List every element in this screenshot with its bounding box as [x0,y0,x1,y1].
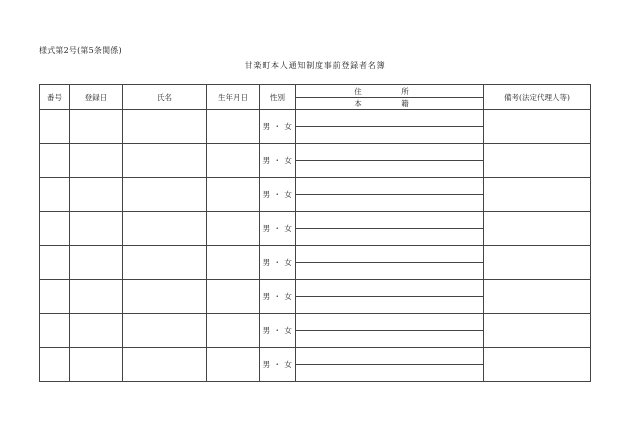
table-row [40,144,591,178]
registration-date-cell[interactable] [70,280,123,314]
table-header-row [40,85,591,110]
sex-cell[interactable]: 男 ・ 女 [260,246,296,280]
header-name: 氏名 [123,85,207,110]
number-cell[interactable] [40,212,70,246]
sex-cell[interactable]: 男 ・ 女 [260,110,296,144]
address-line[interactable] [296,246,483,263]
address-cell[interactable] [296,144,484,178]
name-cell[interactable] [123,144,207,178]
name-cell[interactable] [123,110,207,144]
header-birthdate: 生年月日 [207,85,260,110]
address-line[interactable] [296,212,483,229]
remarks-cell[interactable] [484,246,591,280]
name-cell[interactable] [123,348,207,382]
sex-cell[interactable]: 男 ・ 女 [260,348,296,382]
domicile-line[interactable] [296,195,483,211]
remarks-cell[interactable] [484,110,591,144]
header-sex: 性別 [260,85,296,110]
remarks-cell[interactable] [484,144,591,178]
address-cell[interactable] [296,246,484,280]
address-cell[interactable] [296,110,484,144]
address-cell[interactable] [296,178,484,212]
header-remarks: 備考(法定代理人等) [484,85,591,110]
document-title: 甘楽町本人通知制度事前登録者名簿 [244,61,386,70]
sex-cell[interactable]: 男 ・ 女 [260,314,296,348]
table-row [40,246,591,280]
number-cell[interactable] [40,144,70,178]
address-line[interactable] [296,348,483,365]
table-row [40,280,591,314]
domicile-line[interactable] [296,263,483,279]
domicile-line[interactable] [296,229,483,245]
registration-date-cell[interactable] [70,178,123,212]
sex-cell[interactable]: 男 ・ 女 [260,280,296,314]
sex-cell[interactable]: 男 ・ 女 [260,212,296,246]
registration-date-cell[interactable] [70,314,123,348]
birthdate-cell[interactable] [207,280,260,314]
birthdate-cell[interactable] [207,314,260,348]
registry-table [39,84,591,382]
name-cell[interactable] [123,314,207,348]
number-cell[interactable] [40,178,70,212]
remarks-cell[interactable] [484,178,591,212]
address-line[interactable] [296,144,483,161]
name-cell[interactable] [123,212,207,246]
header-address: 住 所 [296,86,483,98]
birthdate-cell[interactable] [207,178,260,212]
registration-date-cell[interactable] [70,348,123,382]
birthdate-cell[interactable] [207,110,260,144]
form-number-label: 様式第2号(第5条関係) [39,46,122,55]
remarks-cell[interactable] [484,280,591,314]
table-row [40,178,591,212]
name-cell[interactable] [123,280,207,314]
header-address-domicile [296,85,484,110]
sex-cell[interactable]: 男 ・ 女 [260,144,296,178]
address-line[interactable] [296,110,483,127]
remarks-cell[interactable] [484,348,591,382]
address-cell[interactable] [296,280,484,314]
header-domicile: 本 籍 [354,98,425,108]
address-line[interactable] [296,280,483,297]
number-cell[interactable] [40,110,70,144]
domicile-line[interactable] [296,161,483,177]
domicile-line[interactable] [296,331,483,347]
number-cell[interactable] [40,314,70,348]
name-cell[interactable] [123,178,207,212]
number-cell[interactable] [40,246,70,280]
registration-date-cell[interactable] [70,246,123,280]
registration-date-cell[interactable] [70,212,123,246]
birthdate-cell[interactable] [207,246,260,280]
birthdate-cell[interactable] [207,144,260,178]
registration-date-cell[interactable] [70,110,123,144]
remarks-cell[interactable] [484,212,591,246]
sex-cell[interactable]: 男 ・ 女 [260,178,296,212]
birthdate-cell[interactable] [207,348,260,382]
address-cell[interactable] [296,212,484,246]
address-line[interactable] [296,314,483,331]
address-cell[interactable] [296,314,484,348]
header-registration-date: 登録日 [70,85,123,110]
name-cell[interactable] [123,246,207,280]
birthdate-cell[interactable] [207,212,260,246]
header-number: 番号 [40,85,70,110]
address-line[interactable] [296,178,483,195]
table-row [40,110,591,144]
remarks-cell[interactable] [484,314,591,348]
table-row [40,212,591,246]
address-cell[interactable] [296,348,484,382]
number-cell[interactable] [40,348,70,382]
table-row [40,314,591,348]
domicile-line[interactable] [296,297,483,313]
table-row [40,348,591,382]
domicile-line[interactable] [296,127,483,143]
domicile-line[interactable] [296,365,483,381]
registration-date-cell[interactable] [70,144,123,178]
number-cell[interactable] [40,280,70,314]
